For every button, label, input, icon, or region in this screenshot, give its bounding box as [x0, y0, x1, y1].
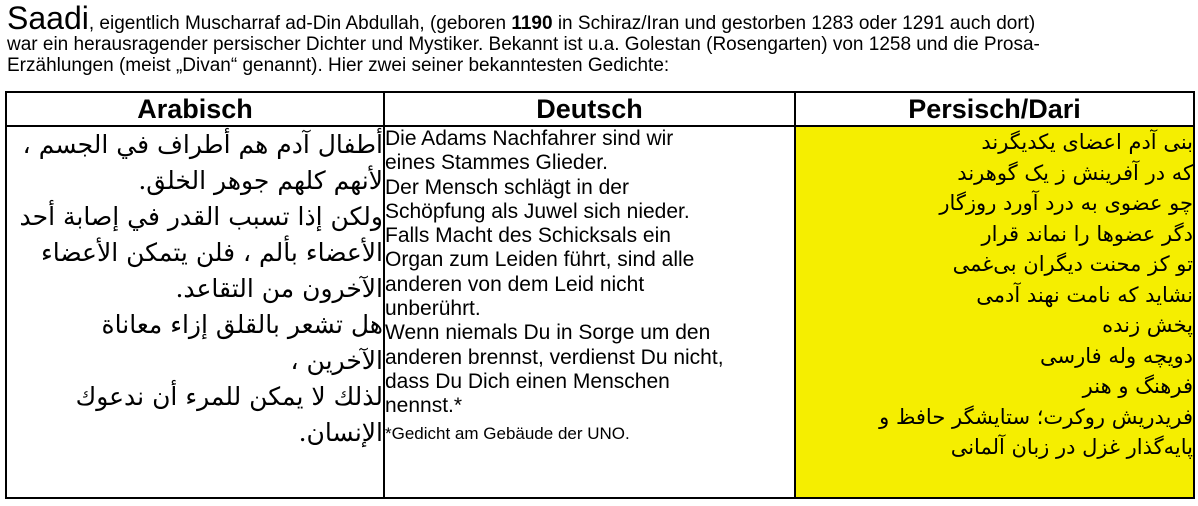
persian-line: دگر عضوها را نماند قرار [981, 221, 1193, 246]
german-line: eines Stammes Glieder. [385, 151, 608, 175]
intro-text-1b: in Schiraz/Iran und gestorben 1283 oder 1291 auch dort) [552, 13, 1036, 34]
german-line: anderen von dem Leid nicht [385, 272, 645, 296]
persian-line: دویچه وله فارسی [1040, 343, 1193, 368]
german-line: Der Mensch schlägt in der [385, 175, 629, 199]
arabic-line: الأعضاء بألم ، فلن يتمكن الأعضاء [40, 238, 383, 267]
arabic-line: ولكن إذا تسبب القدر في إصابة أحد [19, 202, 383, 231]
intro-text-1a: , eigentlich Muscharraf ad-Din Abdullah, (geboren [88, 13, 512, 34]
german-line: Organ zum Leiden führt, sind alle [385, 248, 695, 272]
persian-line: نشاید که نامت نهند آدمی [976, 282, 1193, 307]
german-line: nennst.* [385, 394, 463, 418]
german-poem [384, 126, 795, 498]
arabic-line: هل تشعر بالقلق إزاء معاناة [101, 310, 383, 339]
german-line: anderen brennst, verdienst Du nicht, [385, 345, 724, 369]
persian-line: فریدریش روکرت؛ ستایشگر حافظ و [879, 404, 1193, 429]
header-arabic: Arabisch [6, 92, 384, 126]
german-line: dass Du Dich einen Menschen [385, 369, 670, 393]
header-german: Deutsch [384, 92, 795, 126]
persian-poem [795, 126, 1194, 498]
intro-line-2: war ein herausragender persischer Dichter und Mystiker. Bekannt ist u.a. Golestan (Rosengarten) von 1258 und die Prosa- [7, 34, 1040, 55]
german-line: Wenn niemals Du in Sorge um den [385, 321, 711, 345]
german-line: unberührt. [385, 297, 481, 321]
german-line: Falls Macht des Schicksals ein [385, 224, 671, 248]
persian-line: تو کز محنت دیگران بی‌غمی [952, 252, 1193, 276]
persian-line: پخش زنده [1102, 313, 1193, 337]
poems-table [5, 91, 1195, 499]
persian-line: فرهنگ و هنر [1082, 374, 1193, 398]
arabic-line: أطفال آدم هم أطراف في الجسم ، [22, 130, 383, 159]
persian-line: چو عضوی به درد آورد روزگار [939, 191, 1193, 215]
birth-year: 1190 [511, 13, 553, 34]
german-line: Schöpfung als Juwel sich nieder. [385, 199, 690, 223]
intro-line-3: Erzählungen (meist „Divan“ genannt). Hier zwei seiner bekanntesten Gedichte: [7, 55, 670, 76]
arabic-poem [6, 126, 384, 498]
german-line: Die Adams Nachfahrer sind wir [385, 127, 674, 150]
persian-line: پایه‌گذار غزل در زبان آلمانی [950, 435, 1193, 459]
arabic-line: الآخرين ، [290, 346, 383, 375]
poet-name: Saadi [7, 0, 89, 36]
arabic-line: الإنسان. [298, 418, 383, 447]
intro-line-1 [7, 0, 1193, 36]
header-persian: Persisch/Dari [795, 92, 1194, 126]
german-footnote: *Gedicht am Gebäude der UNO. [385, 423, 630, 443]
intro-paragraph [7, 0, 1193, 76]
arabic-line: لذلك لا يمكن للمرء أن ندعوك [75, 382, 383, 411]
arabic-line: لأنهم كلهم جوهر الخلق. [138, 166, 383, 195]
table-body-row [6, 126, 1194, 498]
arabic-line: الآخرون من التقاعد. [175, 274, 383, 303]
persian-line: بنی آدم اعضای یکدیگرند [981, 130, 1193, 154]
persian-line: که در آفرینش ز یک گوهرند [957, 160, 1193, 185]
table-header-row [6, 92, 1194, 126]
